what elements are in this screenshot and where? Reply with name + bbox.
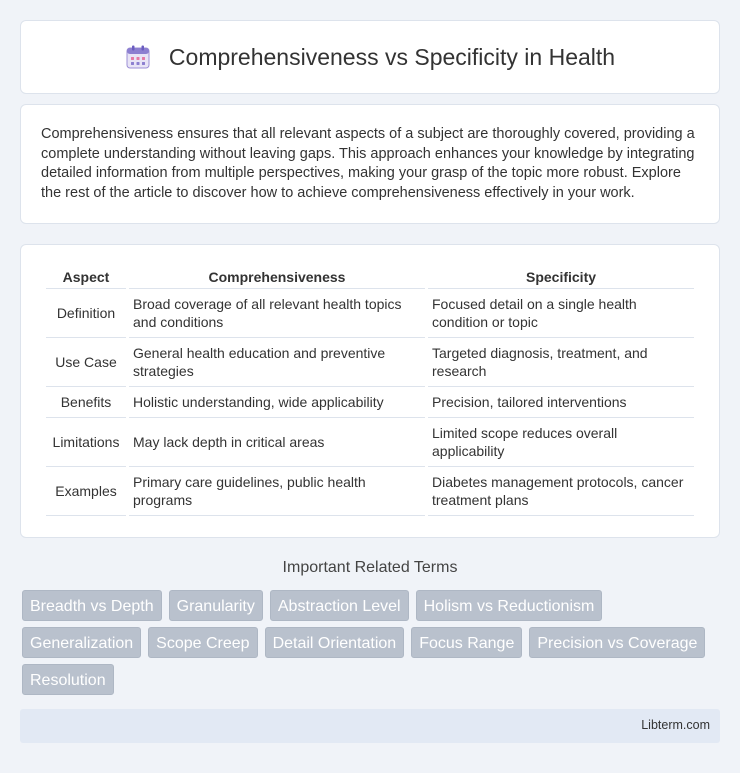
table-row [46, 289, 694, 338]
table-cell: Precision, tailored interventions [428, 387, 694, 418]
related-term-tag[interactable]: Holism vs Reductionism [416, 590, 603, 621]
related-term-tag[interactable]: Resolution [22, 664, 114, 695]
calendar-icon [125, 44, 151, 70]
related-term-tag[interactable]: Detail Orientation [265, 627, 405, 658]
table-cell: Examples [46, 467, 126, 516]
table-header-row [46, 265, 694, 289]
table-cell: Targeted diagnosis, treatment, and research [428, 338, 694, 387]
related-terms-list [22, 590, 722, 701]
footer-site-link[interactable]: Libterm.com [641, 718, 710, 732]
comparison-table-card [20, 244, 720, 538]
related-term-tag[interactable]: Granularity [169, 590, 263, 621]
table-cell: May lack depth in critical areas [129, 418, 425, 467]
header-aspect: Aspect [46, 265, 126, 289]
intro-card [20, 104, 720, 224]
page-title: Comprehensiveness vs Specificity in Health [168, 43, 616, 70]
table-row [46, 387, 694, 418]
table-row [46, 467, 694, 516]
related-term-tag[interactable]: Scope Creep [148, 627, 257, 658]
table-cell: Benefits [46, 387, 126, 418]
footer [20, 709, 720, 743]
related-term-tag[interactable]: Breadth vs Depth [22, 590, 162, 621]
table-cell: Broad coverage of all relevant health topics and conditions [129, 289, 425, 338]
related-terms-title: Important Related Terms [282, 559, 458, 576]
table-cell: Limitations [46, 418, 126, 467]
related-term-tag[interactable]: Precision vs Coverage [529, 627, 705, 658]
title-card [20, 20, 720, 94]
table-cell: Focused detail on a single health condition or topic [428, 289, 694, 338]
table-cell: Primary care guidelines, public health programs [129, 467, 425, 516]
table-cell: Limited scope reduces overall applicability [428, 418, 694, 467]
related-term-tag[interactable]: Focus Range [411, 627, 522, 658]
table-cell: Use Case [46, 338, 126, 387]
table-row [46, 418, 694, 467]
related-term-tag[interactable]: Abstraction Level [270, 590, 409, 621]
table-cell: Diabetes management protocols, cancer treatment plans [428, 467, 694, 516]
related-term-tag[interactable]: Generalization [22, 627, 141, 658]
intro-text: Comprehensiveness ensures that all relevant aspects of a subject are thoroughly covered, providing a complete understanding without leaving gaps. This approach enhances your knowledge by integrating detailed information from multiple perspectives, making your grasp of the topic more robust. Explore the rest of the article to discover how to achieve comprehensiveness effectively in your work. [41, 126, 695, 201]
header-comprehensiveness: Comprehensiveness [129, 265, 425, 289]
comparison-table [43, 265, 697, 516]
table-cell: Definition [46, 289, 126, 338]
table-row [46, 338, 694, 387]
table-cell: Holistic understanding, wide applicability [129, 387, 425, 418]
header-specificity: Specificity [428, 265, 694, 289]
table-cell: General health education and preventive strategies [129, 338, 425, 387]
